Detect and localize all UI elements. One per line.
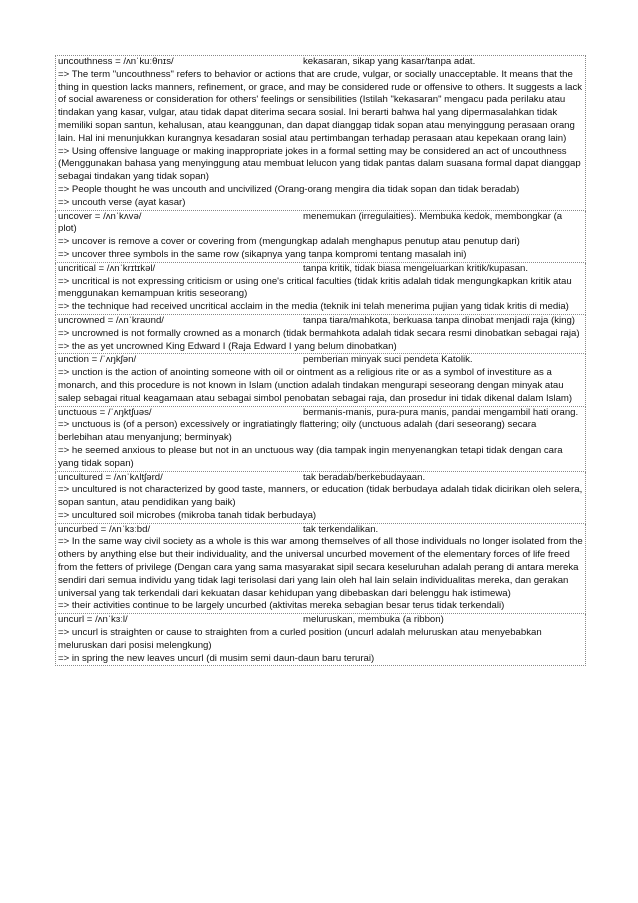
entry-meaning: bermanis-manis, pura-pura manis, pandai mengambil hati orang. [303, 406, 579, 418]
dictionary-entry [55, 614, 586, 666]
entry-line: => uncultured is not characterized by good taste, manners, or education (tidak berbudaya adalah tidak dicirikan oleh selera, sopan santun, atau pendidikan yang baik) [58, 484, 583, 509]
entry-line: => uncritical is not expressing criticism or using one's critical faculties (tidak kritis adalah tidak mengungkapkan kritik atau menggunakan kemampuan kritis seseorang) [58, 275, 572, 300]
entry-head [58, 614, 583, 627]
entry-meaning: tak terkendalikan. [303, 523, 379, 535]
entry-head [58, 472, 583, 485]
entry-line: => The term "uncouthness" refers to behavior or actions that are crude, vulgar, or socially unacceptable. It means that the thing in question lacks manners, refinement, or grace, and may be considered rude or offensive to others. It suggests a lack of social awareness or consideration for others' feelings or sensibilities (Istilah "kekasaran" mengacu pada perilaku atau tindakan yang kasar, vulgar, atau tidak dapat diterima secara sosial. Ini berarti bahwa hal yang dipermasalahkan tidak memiliki sopan santun, kehalusan, atau keanggunan, dan dapat dianggap tidak sopan atau menyinggung perasaan orang lain. Hal ini menunjukkan kurangnya kesadaran sosial atau pertimbangan terhadap perasaan atau kepekaan orang lain) [58, 68, 583, 144]
entry-term: uncultured = /ʌnˈkʌltʃərd/ [58, 471, 163, 483]
entry-term: unctuous = /ˈʌŋktʃuəs/ [58, 406, 152, 418]
entry-head [58, 211, 583, 237]
entry-line: => uncouth verse (ayat kasar) [58, 196, 186, 208]
dictionary-entry [55, 315, 586, 354]
entry-term: uncover = /ʌnˈkʌvə/ [58, 210, 142, 222]
entry-line: => he seemed anxious to please but not in an unctuous way (dia tampak ingin menyenangkan tetapi tidak dengan cara yang tidak sopan) [58, 444, 563, 469]
entry-term: uncurbed = /ʌnˈkɜːbd/ [58, 523, 151, 535]
entry-meaning: tak beradab/berkebudayaan. [303, 471, 426, 483]
entry-term: uncouthness = /ʌnˈkuːθnɪs/ [58, 56, 174, 67]
dictionary-page [55, 55, 586, 666]
entry-line: => in spring the new leaves uncurl (di musim semi daun-daun baru terurai) [58, 652, 375, 664]
entry-head [58, 56, 583, 69]
entry-line: => Using offensive language or making inappropriate jokes in a formal setting may be considered an act of uncouthness (Menggunakan bahasa yang menyinggung atau membuat lelucon yang tidak pantas dalam suasana formal dapat dianggap sebagai tindakan yang tidak sopan) [58, 145, 581, 183]
dictionary-entry [55, 407, 586, 472]
entry-line: => In the same way civil society as a whole is this war among themselves of all those individuals no longer isolated from the others by anything else but their individuality, and the universal uncurbed movement of the elementary forces of life freed from the fetters of privilege (Dengan cara yang sama masyarakat sipil secara keseluruhan adalah perang di antara mereka sendiri dari semua individu yang tidak lagi terisolasi dari yang lain oleh hal lain selain individualitas mereka, dan gerakan universal yang tak terkendali dari kekuatan dasar kehidupan yang dibebaskan dari belenggu hak istimewa) [58, 536, 583, 599]
entry-meaning: pemberian minyak suci pendeta Katolik. [303, 354, 473, 366]
entry-head [58, 524, 583, 537]
dictionary-entry [55, 472, 586, 524]
entry-term: unction = /ˈʌŋkʃən/ [58, 354, 137, 366]
entry-head [58, 407, 583, 420]
entry-line: => People thought he was uncouth and uncivilized (Orang-orang mengira dia tidak sopan dan tidak beradab) [58, 183, 520, 195]
dictionary-entry [55, 354, 586, 406]
dictionary-entry [55, 263, 586, 315]
entry-line: => their activities continue to be largely uncurbed (aktivitas mereka sebagian besar terus tidak terkendali) [58, 600, 505, 612]
dictionary-entry [55, 524, 586, 615]
entry-head [58, 315, 583, 328]
entry-head [58, 354, 583, 367]
entry-line: => unction is the action of anointing someone with oil or ointment as a religious rite or as a symbol of investiture as a monarch, and this procedure is not known in Islam (unction adalah tindakan mengurapi seseorang dengan minyak atau salep sebagai ritual keagamaan atau sebagai simbol penobatan sebagai raja, dan prosedur ini tidak dikenal dalam Islam) [58, 367, 573, 404]
entry-head [58, 263, 583, 276]
entry-meaning: tanpa tiara/mahkota, berkuasa tanpa dinobat menjadi raja (king) [303, 314, 575, 326]
entry-term: uncurl = /ʌnˈkɜːl/ [58, 614, 128, 626]
entry-meaning: meluruskan, membuka (a ribbon) [303, 614, 444, 626]
entry-line: => the as yet uncrowned King Edward I (Raja Edward I yang belum dinobatkan) [58, 340, 397, 352]
entry-meaning: kekasaran, sikap yang kasar/tanpa adat. [303, 56, 476, 67]
entry-term: uncritical = /ʌnˈkrɪtɪkəl/ [58, 262, 156, 274]
entry-line: => uncurl is straighten or cause to straighten from a curled position (uncurl adalah meluruskan atau menyebabkan meluruskan dari posisi melengkung) [58, 627, 542, 651]
entry-line: => the technique had received uncritical acclaim in the media (teknik ini telah menerima pujian yang tidak kritis di media) [58, 301, 569, 313]
entry-term: uncrowned = /ʌnˈkraʊnd/ [58, 314, 164, 326]
entry-meaning: menemukan (irregulaities). Membuka kedok, membongkar (a plot) [58, 210, 563, 235]
entry-meaning: tanpa kritik, tidak biasa mengeluarkan kritik/kupasan. [303, 262, 529, 274]
entry-line: => unctuous is (of a person) excessively or ingratiatingly flattering; oily (unctuous adalah (dari seseorang) secara berlebihan atau menyanjung; berminyak) [58, 419, 537, 444]
dictionary-entry [55, 55, 586, 211]
dictionary-entry [55, 211, 586, 263]
entry-line: => uncover three symbols in the same row (sikapnya yang tanpa kompromi tentang masalah ini) [58, 248, 467, 260]
entry-line: => uncover is remove a cover or covering from (mengungkap adalah menghapus penutup atau penutup dari) [58, 236, 520, 248]
entry-line: => uncrowned is not formally crowned as a monarch (tidak bermahkota adalah tidak secara resmi dinobatkan sebagai raja) [58, 327, 580, 339]
entry-line: => uncultured soil microbes (mikroba tanah tidak berbudaya) [58, 509, 317, 521]
